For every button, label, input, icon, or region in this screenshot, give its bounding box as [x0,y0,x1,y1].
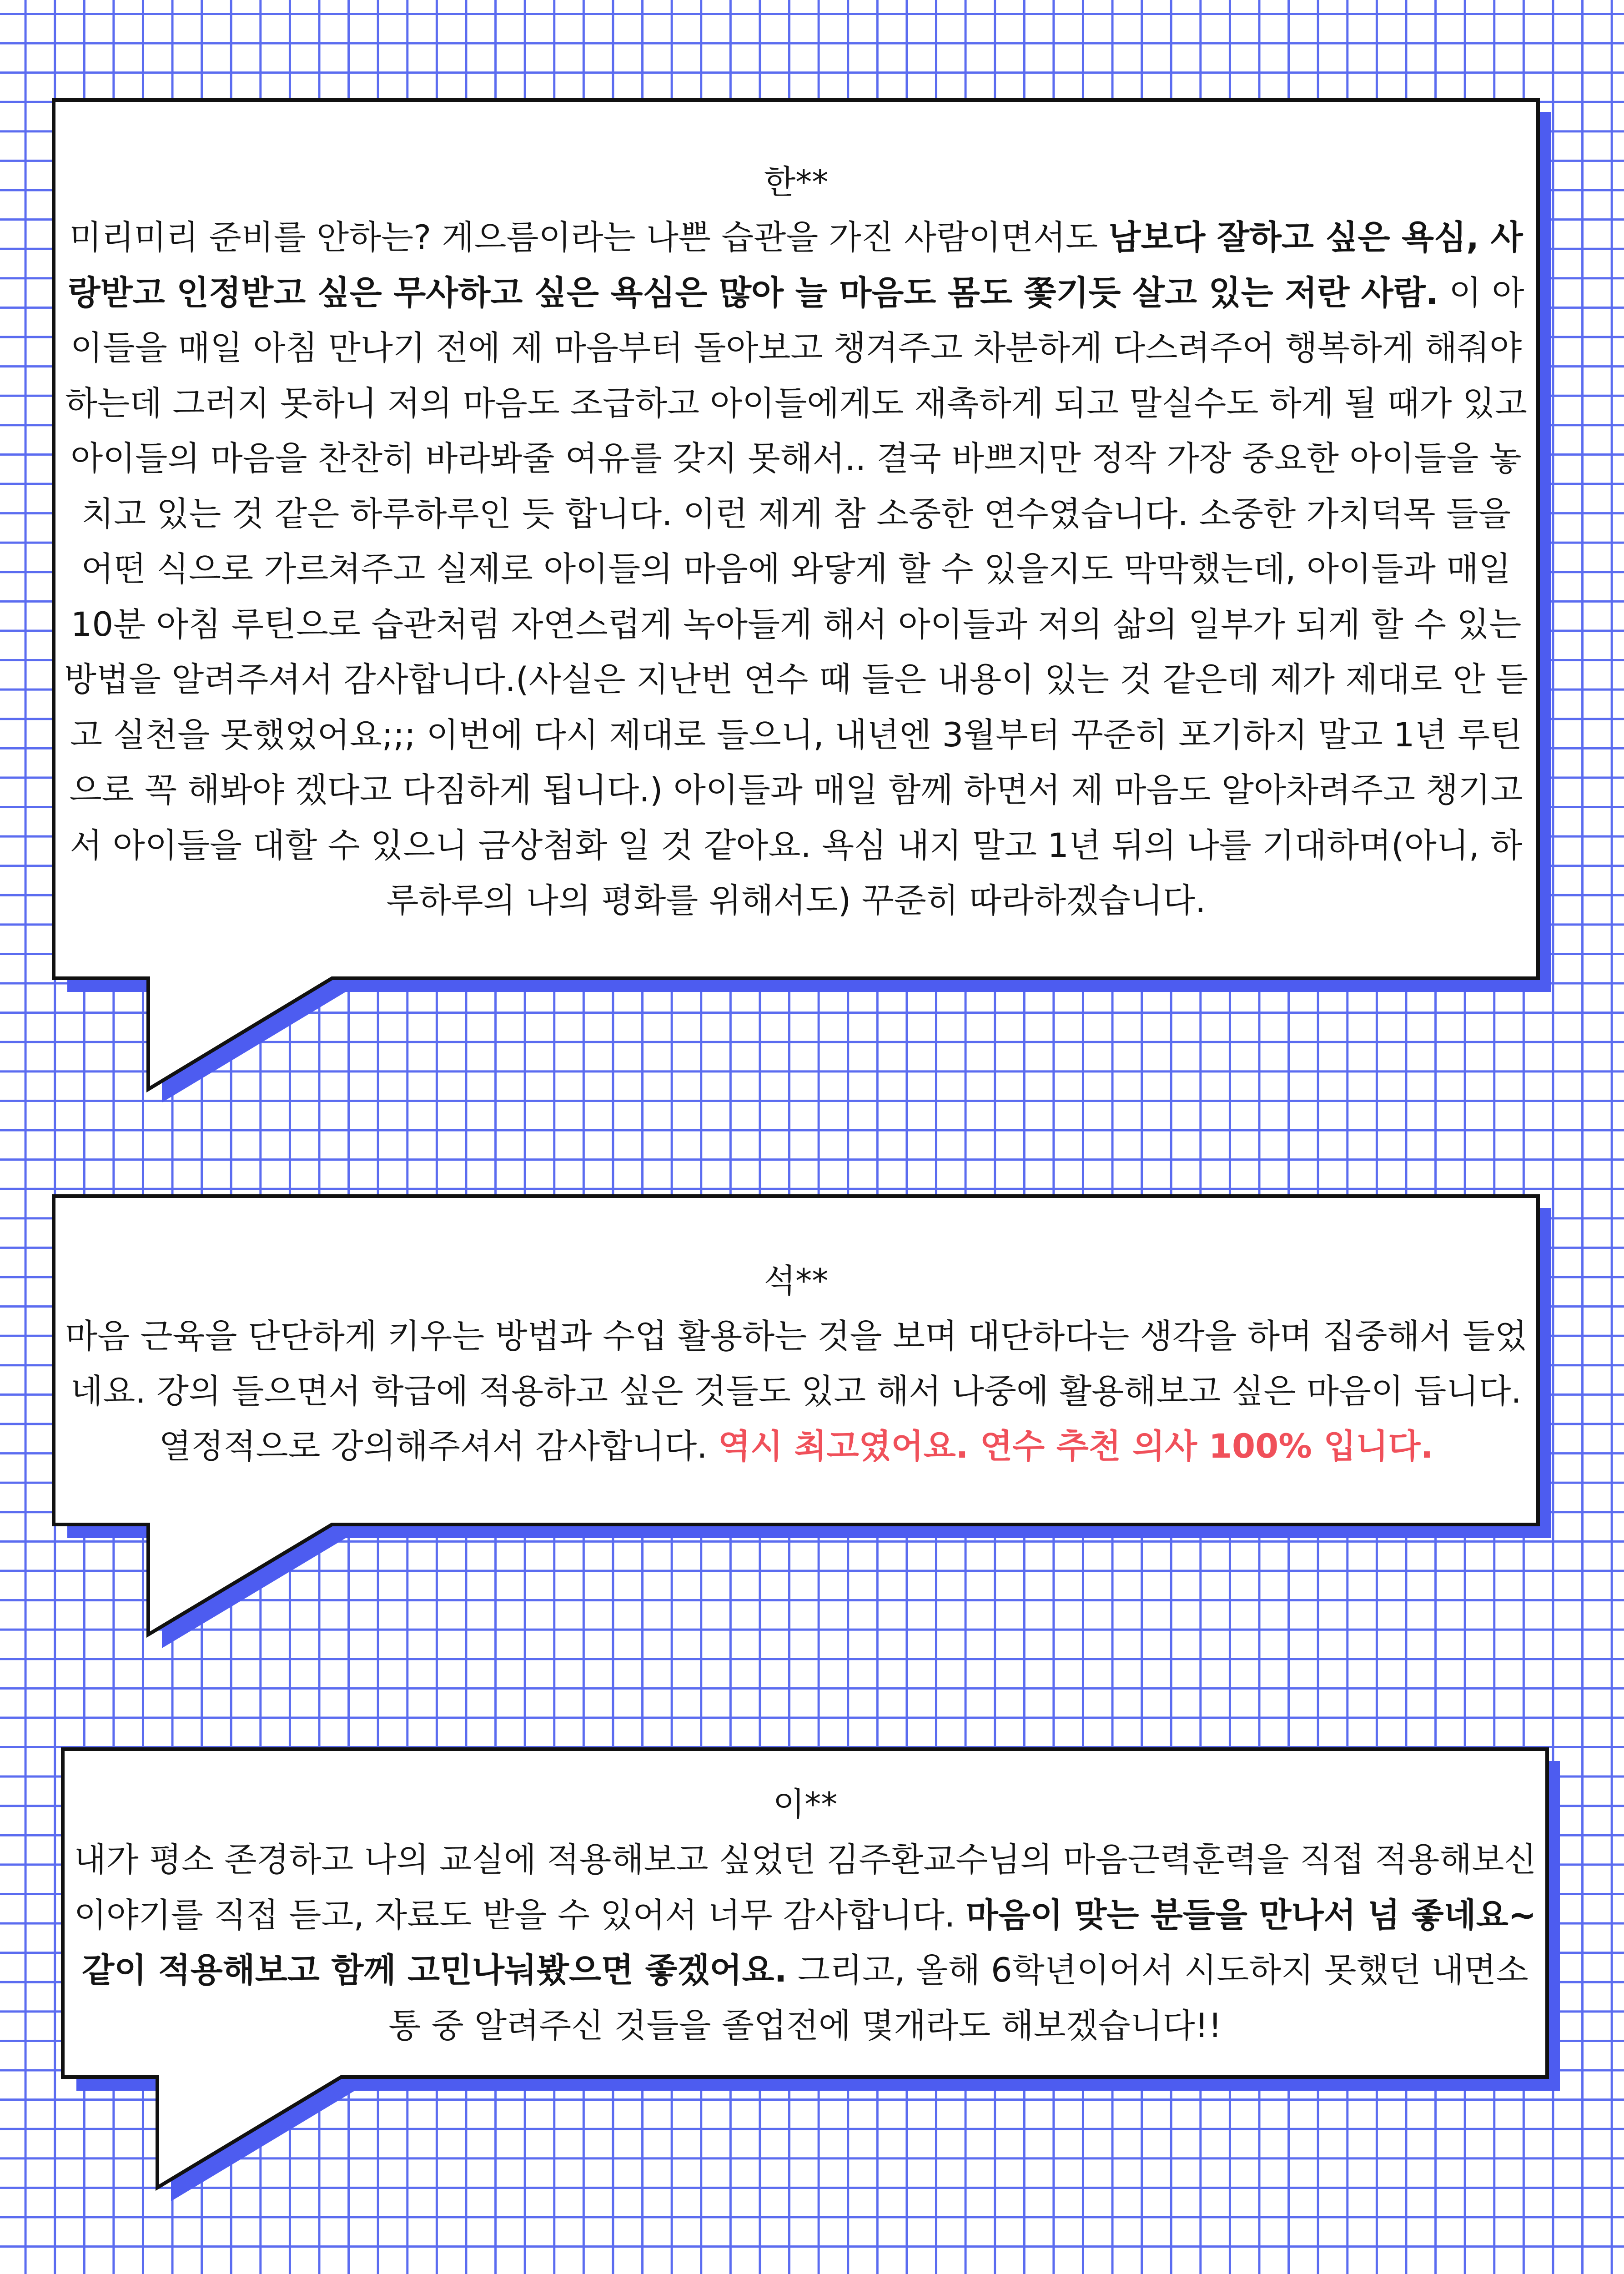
review-text-segment: 이 아이들을 매일 아침 만나기 전에 제 마음부터 돌아보고 챙겨주고 차분하게 다스려주어 행복하게 해줘야 하는데 그러지 못하니 저의 마음도 조급하고 아이들에게도 재촉하게 되고 말실수도 하게 될 때가 있고 아이들의 마음을 찬찬히 바라봐줄 여유를 갖지 못해서.. 결국 바쁘지만 정작 가장 중요한 아이들을 놓치고 있는 것 같은 하루하루인 듯 합니다. 이런 제게 참 소중한 연수였습니다. 소중한 가치덕목 들을 어떤 식으로 가르쳐주고 실제로 아이들의 마음에 와닿게 할 수 있을지도 막막했는데, 아이들과 매일 10분 아침 루틴으로 습관처럼 자연스럽게 녹아들게 해서 아이들과 저의 삶의 일부가 되게 할 수 있는 방법을 알려주셔서 감사합니다.(사실은 지난번 연수 때 들은 내용이 있는 것 같은데 제가 제대로 안 듣고 실천을 못했었어요;;; 이번에 다시 제대로 들으니, 내년엔 3월부터 꾸준히 포기하지 말고 1년 루틴으로 꼭 해봐야 겠다고 다짐하게 됩니다.) 아이들과 매일 함께 하면서 제 마음도 알아차려주고 챙기고서 아이들을 대할 수 있으니 금상첨화 일 것 같아요. 욕심 내지 말고 1년 뒤의 나를 기대하며(아니, 하루하루의 나의 평화를 위해서도) 꾸준히 따라하겠습니다. [64,273,1528,921]
review-text-segment: 그리고, 올해 6학년이어서 시도하지 못했던 내면소통 중 알려주신 것들을 졸업전에 몇개라도 해보겠습니다!! [388,1951,1528,2045]
review-text-segment: 미리미리 준비를 안하는? 게으름이라는 나쁜 습관을 가진 사람이면서도 [69,218,1109,257]
review-text-segment: 내가 평소 존경하고 나의 교실에 적용해보고 싶었던 김주환교수님의 마음근력훈력을 직접 적용해보신 이야기를 직접 듣고, 자료도 받을 수 있어서 너무 감사합니다. [74,1841,1537,1935]
reviewer-name: 한** [764,163,829,201]
review-highlight-bold: 마음이 맞는 분들을 만나서 넘 좋네요~ 같이 적용해보고 함께 고민나눠봤으면 좋겠어요. [82,1896,1537,1990]
review-content-1 [63,118,1529,964]
reviewer-name: 이** [773,1785,838,1823]
review-text [72,1832,1539,2053]
review-text [63,1309,1529,1474]
review-highlight-accent: 역시 최고였어요. 연수 추천 의사 100% 입니다. [718,1427,1433,1466]
review-highlight-bold: 남보다 잘하고 싶은 욕심, 사랑받고 인정받고 싶은 무사하고 싶은 욕심은 많아 늘 마음도 몸도 쫓기듯 살고 있는 저란 사람. [68,218,1523,312]
review-bubble-2 [0,1137,1624,1683]
review-text [63,210,1529,929]
review-content-2 [63,1226,1529,1501]
review-content-3 [72,1774,1539,2056]
review-text-segment: 마음 근육을 단단하게 키우는 방법과 수업 활용하는 것을 보며 대단하다는 생각을 하며 집중해서 들었네요. 강의 들으면서 학급에 적용하고 싶은 것들도 있고 해서 나중에 활용해보고 싶은 마음이 듭니다. 열정적으로 강의해주셔서 감사합니다. [65,1317,1527,1466]
review-bubble-3 [0,1683,1624,2274]
reviewer-name: 석** [764,1262,829,1300]
